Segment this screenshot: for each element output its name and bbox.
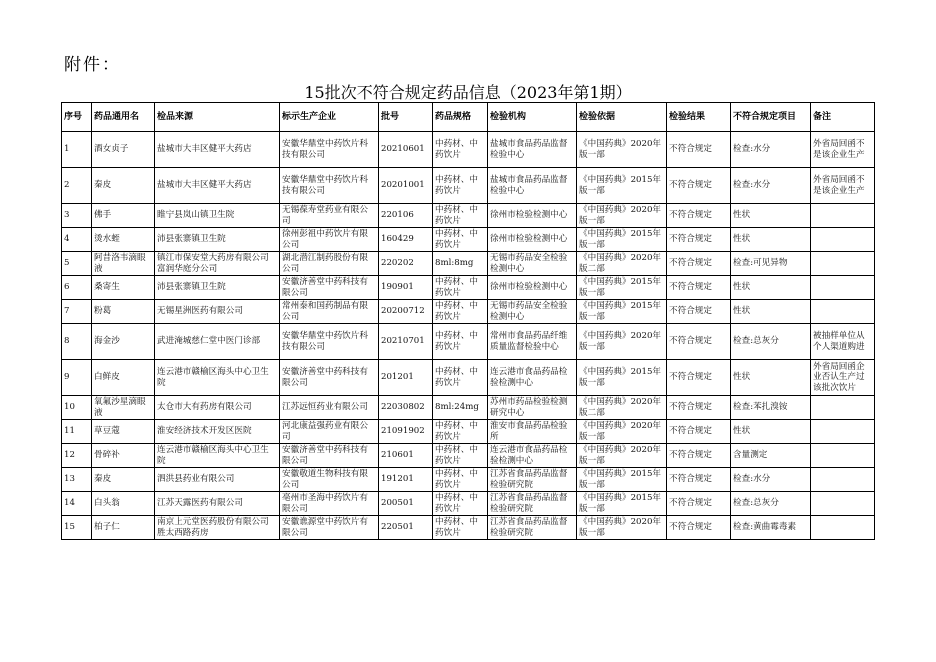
cell-col-batch: 22030802 xyxy=(379,396,433,420)
cell-col-result: 不符合规定 xyxy=(667,252,731,276)
cell-col-batch: 160429 xyxy=(379,228,433,252)
cell-col-basis: 《中国药典》2020年版一部 xyxy=(577,132,667,168)
table-row xyxy=(62,396,875,420)
cell-col-sample-source: 淮安经济技术开发区医院 xyxy=(155,420,280,444)
cell-col-noncompliant-item: 性状 xyxy=(731,276,811,300)
cell-col-basis: 《中国药典》2015年版一部 xyxy=(577,168,667,204)
cell-col-drug-name: 烫水蛭 xyxy=(92,228,155,252)
cell-col-inspection-agency: 徐州市检验检测中心 xyxy=(488,276,577,300)
cell-col-sample-source: 江苏天露医药有限公司 xyxy=(155,492,280,516)
cell-col-remarks xyxy=(811,300,875,324)
cell-col-batch: 200501 xyxy=(379,492,433,516)
cell-col-basis: 《中国药典》2015年版一部 xyxy=(577,468,667,492)
cell-col-basis: 《中国药典》2020年版一部 xyxy=(577,420,667,444)
cell-col-basis: 《中国药典》2020年版二部 xyxy=(577,396,667,420)
cell-col-sample-source: 盐城市大丰区健平大药店 xyxy=(155,168,280,204)
cell-col-inspection-agency: 无锡市药品安全检验检测中心 xyxy=(488,252,577,276)
cell-col-inspection-agency: 江苏省食品药品监督检验研究院 xyxy=(488,468,577,492)
table-row xyxy=(62,324,875,360)
header-col-sample-source: 检品来源 xyxy=(155,103,280,132)
cell-col-basis: 《中国药典》2020年版一部 xyxy=(577,444,667,468)
cell-col-drug-name: 氧氟沙星滴眼液 xyxy=(92,396,155,420)
cell-col-noncompliant-item: 性状 xyxy=(731,204,811,228)
cell-col-noncompliant-item: 性状 xyxy=(731,420,811,444)
cell-col-index: 15 xyxy=(62,516,92,540)
drug-info-table xyxy=(61,102,875,540)
table-row xyxy=(62,468,875,492)
cell-col-sample-source: 无锡星洲医药有限公司 xyxy=(155,300,280,324)
cell-col-spec: 中药材、中药饮片 xyxy=(433,468,488,492)
cell-col-result: 不符合规定 xyxy=(667,168,731,204)
cell-col-spec: 中药材、中药饮片 xyxy=(433,492,488,516)
cell-col-manufacturer: 安徽华鼎堂中药饮片科技有限公司 xyxy=(280,168,379,204)
cell-col-result: 不符合规定 xyxy=(667,360,731,396)
header-col-remarks: 备注 xyxy=(811,103,875,132)
cell-col-index: 8 xyxy=(62,324,92,360)
cell-col-spec: 8ml:8mg xyxy=(433,252,488,276)
table-row xyxy=(62,228,875,252)
cell-col-spec: 中药材、中药饮片 xyxy=(433,168,488,204)
cell-col-remarks xyxy=(811,228,875,252)
cell-col-batch: 20201001 xyxy=(379,168,433,204)
cell-col-spec: 中药材、中药饮片 xyxy=(433,360,488,396)
cell-col-result: 不符合规定 xyxy=(667,468,731,492)
cell-col-manufacturer: 安徽华鼎堂中药饮片科技有限公司 xyxy=(280,324,379,360)
cell-col-noncompliant-item: 含量测定 xyxy=(731,444,811,468)
cell-col-noncompliant-item: 性状 xyxy=(731,300,811,324)
table-row xyxy=(62,168,875,204)
cell-col-index: 9 xyxy=(62,360,92,396)
cell-col-basis: 《中国药典》2020年版二部 xyxy=(577,252,667,276)
cell-col-basis: 《中国药典》2020年版一部 xyxy=(577,324,667,360)
cell-col-drug-name: 白头翁 xyxy=(92,492,155,516)
table-row xyxy=(62,444,875,468)
cell-col-index: 10 xyxy=(62,396,92,420)
cell-col-batch: 191201 xyxy=(379,468,433,492)
cell-col-sample-source: 太仓市大有药房有限公司 xyxy=(155,396,280,420)
cell-col-result: 不符合规定 xyxy=(667,228,731,252)
cell-col-inspection-agency: 徐州市检验检测中心 xyxy=(488,204,577,228)
cell-col-spec: 中药材、中药饮片 xyxy=(433,516,488,540)
cell-col-noncompliant-item: 性状 xyxy=(731,228,811,252)
cell-col-drug-name: 秦皮 xyxy=(92,168,155,204)
cell-col-result: 不符合规定 xyxy=(667,276,731,300)
cell-col-basis: 《中国药典》2015年版一部 xyxy=(577,228,667,252)
cell-col-inspection-agency: 盐城市食品药品监督检验中心 xyxy=(488,168,577,204)
cell-col-noncompliant-item: 检查:水分 xyxy=(731,168,811,204)
cell-col-basis: 《中国药典》2015年版一部 xyxy=(577,492,667,516)
cell-col-remarks xyxy=(811,444,875,468)
table-row xyxy=(62,204,875,228)
cell-col-spec: 8ml:24mg xyxy=(433,396,488,420)
cell-col-inspection-agency: 盐城市食品药品监督检验中心 xyxy=(488,132,577,168)
cell-col-drug-name: 桑寄生 xyxy=(92,276,155,300)
cell-col-index: 11 xyxy=(62,420,92,444)
cell-col-manufacturer: 安徽济善堂中药科技有限公司 xyxy=(280,276,379,300)
cell-col-batch: 220202 xyxy=(379,252,433,276)
header-col-noncompliant-item: 不符合规定项目 xyxy=(731,103,811,132)
cell-col-remarks: 外省局回函不是该企业生产 xyxy=(811,168,875,204)
document-title: 15批次不符合规定药品信息（2023年第1期） xyxy=(304,83,632,102)
cell-col-remarks xyxy=(811,252,875,276)
cell-col-manufacturer: 常州泰和国药制品有限公司 xyxy=(280,300,379,324)
cell-col-batch: 20210601 xyxy=(379,132,433,168)
cell-col-sample-source: 镇江市保安堂大药房有限公司富润华庭分公司 xyxy=(155,252,280,276)
header-col-basis: 检验依据 xyxy=(577,103,667,132)
header-col-index: 序号 xyxy=(62,103,92,132)
cell-col-drug-name: 海金沙 xyxy=(92,324,155,360)
cell-col-sample-source: 沛县张寨镇卫生院 xyxy=(155,276,280,300)
cell-col-result: 不符合规定 xyxy=(667,444,731,468)
cell-col-result: 不符合规定 xyxy=(667,300,731,324)
cell-col-drug-name: 粉葛 xyxy=(92,300,155,324)
cell-col-manufacturer: 安徽华鼎堂中药饮片科技有限公司 xyxy=(280,132,379,168)
cell-col-manufacturer: 安徽济善堂中药科技有限公司 xyxy=(280,360,379,396)
cell-col-inspection-agency: 无锡市药品安全检验检测中心 xyxy=(488,300,577,324)
cell-col-sample-source: 连云港市赣榆区海头中心卫生院 xyxy=(155,444,280,468)
cell-col-spec: 中药材、中药饮片 xyxy=(433,444,488,468)
cell-col-sample-source: 连云港市赣榆区海头中心卫生院 xyxy=(155,360,280,396)
cell-col-manufacturer: 河北康益强药业有限公司 xyxy=(280,420,379,444)
cell-col-manufacturer: 安徽谯源堂中药饮片有限公司 xyxy=(280,516,379,540)
cell-col-index: 14 xyxy=(62,492,92,516)
cell-col-noncompliant-item: 性状 xyxy=(731,360,811,396)
cell-col-manufacturer: 无锡葆寿堂药业有限公司 xyxy=(280,204,379,228)
cell-col-drug-name: 柏子仁 xyxy=(92,516,155,540)
cell-col-batch: 20210701 xyxy=(379,324,433,360)
cell-col-inspection-agency: 苏州市药品检验检测研究中心 xyxy=(488,396,577,420)
cell-col-noncompliant-item: 检查:水分 xyxy=(731,132,811,168)
cell-col-batch: 190901 xyxy=(379,276,433,300)
cell-col-drug-name: 草豆蔻 xyxy=(92,420,155,444)
cell-col-batch: 201201 xyxy=(379,360,433,396)
cell-col-sample-source: 睢宁县岚山镇卫生院 xyxy=(155,204,280,228)
cell-col-index: 1 xyxy=(62,132,92,168)
cell-col-drug-name: 酒女贞子 xyxy=(92,132,155,168)
attachment-label: 附件： xyxy=(64,55,121,75)
cell-col-remarks xyxy=(811,420,875,444)
table-body xyxy=(62,132,875,540)
cell-col-drug-name: 秦皮 xyxy=(92,468,155,492)
cell-col-result: 不符合规定 xyxy=(667,132,731,168)
cell-col-sample-source: 沛县张寨镇卫生院 xyxy=(155,228,280,252)
cell-col-spec: 中药材、中药饮片 xyxy=(433,228,488,252)
table-row xyxy=(62,132,875,168)
table-row xyxy=(62,492,875,516)
header-col-inspection-agency: 检验机构 xyxy=(488,103,577,132)
cell-col-manufacturer: 亳州市圣海中药饮片有限公司 xyxy=(280,492,379,516)
cell-col-index: 13 xyxy=(62,468,92,492)
cell-col-basis: 《中国药典》2020年版一部 xyxy=(577,516,667,540)
cell-col-sample-source: 盐城市大丰区健平大药店 xyxy=(155,132,280,168)
cell-col-result: 不符合规定 xyxy=(667,516,731,540)
cell-col-noncompliant-item: 检查:苯扎溴铵 xyxy=(731,396,811,420)
table-row xyxy=(62,516,875,540)
cell-col-inspection-agency: 江苏省食品药品监督检验研究院 xyxy=(488,516,577,540)
cell-col-index: 5 xyxy=(62,252,92,276)
cell-col-index: 3 xyxy=(62,204,92,228)
cell-col-result: 不符合规定 xyxy=(667,204,731,228)
cell-col-result: 不符合规定 xyxy=(667,420,731,444)
cell-col-spec: 中药材、中药饮片 xyxy=(433,204,488,228)
cell-col-basis: 《中国药典》2015年版一部 xyxy=(577,276,667,300)
cell-col-manufacturer: 徐州彭祖中药饮片有限公司 xyxy=(280,228,379,252)
cell-col-basis: 《中国药典》2020年版一部 xyxy=(577,204,667,228)
cell-col-inspection-agency: 淮安市食品药品检验所 xyxy=(488,420,577,444)
cell-col-inspection-agency: 连云港市食品药品检验检测中心 xyxy=(488,444,577,468)
header-col-result: 检验结果 xyxy=(667,103,731,132)
table-row xyxy=(62,300,875,324)
table-row xyxy=(62,420,875,444)
cell-col-drug-name: 佛手 xyxy=(92,204,155,228)
cell-col-remarks xyxy=(811,516,875,540)
header-col-spec: 药品规格 xyxy=(433,103,488,132)
cell-col-remarks xyxy=(811,492,875,516)
header-col-manufacturer: 标示生产企业 xyxy=(280,103,379,132)
cell-col-spec: 中药材、中药饮片 xyxy=(433,324,488,360)
cell-col-noncompliant-item: 检查:可见异物 xyxy=(731,252,811,276)
cell-col-remarks: 被抽样单位从个人渠道购进 xyxy=(811,324,875,360)
cell-col-spec: 中药材、中药饮片 xyxy=(433,300,488,324)
cell-col-remarks xyxy=(811,396,875,420)
cell-col-noncompliant-item: 检查:总灰分 xyxy=(731,492,811,516)
cell-col-remarks xyxy=(811,276,875,300)
cell-col-spec: 中药材、中药饮片 xyxy=(433,420,488,444)
header-col-drug-name: 药品通用名 xyxy=(92,103,155,132)
cell-col-index: 4 xyxy=(62,228,92,252)
table-row xyxy=(62,252,875,276)
cell-col-spec: 中药材、中药饮片 xyxy=(433,276,488,300)
cell-col-manufacturer: 江苏远恒药业有限公司 xyxy=(280,396,379,420)
cell-col-inspection-agency: 徐州市检验检测中心 xyxy=(488,228,577,252)
cell-col-result: 不符合规定 xyxy=(667,396,731,420)
cell-col-result: 不符合规定 xyxy=(667,324,731,360)
cell-col-basis: 《中国药典》2015年版一部 xyxy=(577,300,667,324)
cell-col-batch: 21091902 xyxy=(379,420,433,444)
cell-col-manufacturer: 安徽敬道生物科技有限公司 xyxy=(280,468,379,492)
cell-col-index: 6 xyxy=(62,276,92,300)
cell-col-sample-source: 武进淹城慈仁堂中医门诊部 xyxy=(155,324,280,360)
cell-col-noncompliant-item: 检查:水分 xyxy=(731,468,811,492)
cell-col-sample-source: 南京上元堂医药股份有限公司胜太西路药房 xyxy=(155,516,280,540)
cell-col-drug-name: 白鲜皮 xyxy=(92,360,155,396)
cell-col-result: 不符合规定 xyxy=(667,492,731,516)
header-col-batch: 批号 xyxy=(379,103,433,132)
cell-col-manufacturer: 湖北潜江制药股份有限公司 xyxy=(280,252,379,276)
cell-col-remarks xyxy=(811,468,875,492)
cell-col-drug-name: 阿昔洛韦滴眼液 xyxy=(92,252,155,276)
cell-col-drug-name: 骨碎补 xyxy=(92,444,155,468)
cell-col-batch: 210601 xyxy=(379,444,433,468)
cell-col-noncompliant-item: 检查:黄曲霉毒素 xyxy=(731,516,811,540)
cell-col-manufacturer: 安徽济善堂中药科技有限公司 xyxy=(280,444,379,468)
table-row xyxy=(62,276,875,300)
cell-col-index: 2 xyxy=(62,168,92,204)
table-row xyxy=(62,360,875,396)
cell-col-batch: 220501 xyxy=(379,516,433,540)
cell-col-index: 7 xyxy=(62,300,92,324)
table-header-row xyxy=(62,103,875,132)
cell-col-basis: 《中国药典》2015年版一部 xyxy=(577,360,667,396)
cell-col-batch: 20200712 xyxy=(379,300,433,324)
cell-col-sample-source: 泗洪县药业有限公司 xyxy=(155,468,280,492)
cell-col-remarks: 外省局回函不是该企业生产 xyxy=(811,132,875,168)
cell-col-inspection-agency: 连云港市食品药品检验检测中心 xyxy=(488,360,577,396)
cell-col-index: 12 xyxy=(62,444,92,468)
cell-col-batch: 220106 xyxy=(379,204,433,228)
cell-col-inspection-agency: 常州市食品药品纤维质量监督检验中心 xyxy=(488,324,577,360)
cell-col-spec: 中药材、中药饮片 xyxy=(433,132,488,168)
cell-col-remarks xyxy=(811,204,875,228)
cell-col-remarks: 外省局回函企业否认生产过该批次饮片 xyxy=(811,360,875,396)
cell-col-inspection-agency: 江苏省食品药品监督检验研究院 xyxy=(488,492,577,516)
cell-col-noncompliant-item: 检查:总灰分 xyxy=(731,324,811,360)
